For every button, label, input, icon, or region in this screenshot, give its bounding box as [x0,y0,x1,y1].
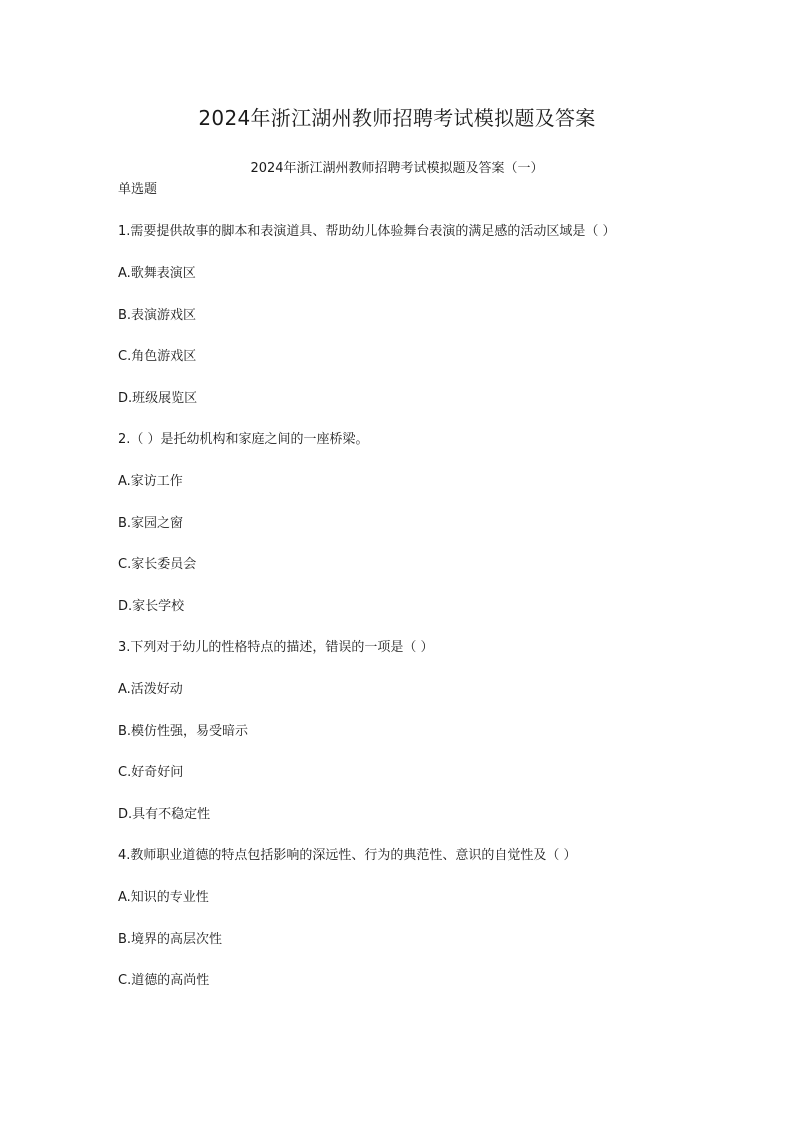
question-2-option-b: B.家园之窗 [118,516,184,531]
question-1-option-c: C.角色游戏区 [118,349,197,364]
question-3-option-a: A.活泼好动 [118,682,183,697]
question-3-option-c: C.好奇好问 [118,765,184,780]
section-heading: 单选题 [118,182,158,197]
question-1-stem: 1.需要提供故事的脚本和表演道具、帮助幼儿体验舞台表演的满足感的活动区域是（ ） [118,224,616,239]
question-1-option-b: B.表演游戏区 [118,308,197,323]
question-4-option-b: B.境界的高层次性 [118,932,223,947]
question-2-stem: 2.（ ）是托幼机构和家庭之间的一座桥梁。 [118,432,369,447]
question-3-option-d: D.具有不稳定性 [118,807,211,822]
question-1-option-a: A.歌舞表演区 [118,266,196,281]
question-2-option-c: C.家长委员会 [118,557,197,572]
question-4-option-a: A.知识的专业性 [118,890,209,905]
document-title: 2024年浙江湖州教师招聘考试模拟题及答案 [198,106,596,130]
question-2-option-a: A.家访工作 [118,474,183,489]
question-3-stem: 3.下列对于幼儿的性格特点的描述，错误的一项是（ ） [118,640,434,655]
question-3-option-b: B.模仿性强，易受暗示 [118,724,249,739]
question-1-option-d: D.班级展览区 [118,391,198,406]
question-4-stem: 4.教师职业道德的特点包括影响的深远性、行为的典范性、意识的自觉性及（ ） [118,848,577,863]
question-4-option-c: C.道德的高尚性 [118,973,210,988]
document-subtitle: 2024年浙江湖州教师招聘考试模拟题及答案（一） [250,161,544,176]
question-2-option-d: D.家长学校 [118,599,185,614]
